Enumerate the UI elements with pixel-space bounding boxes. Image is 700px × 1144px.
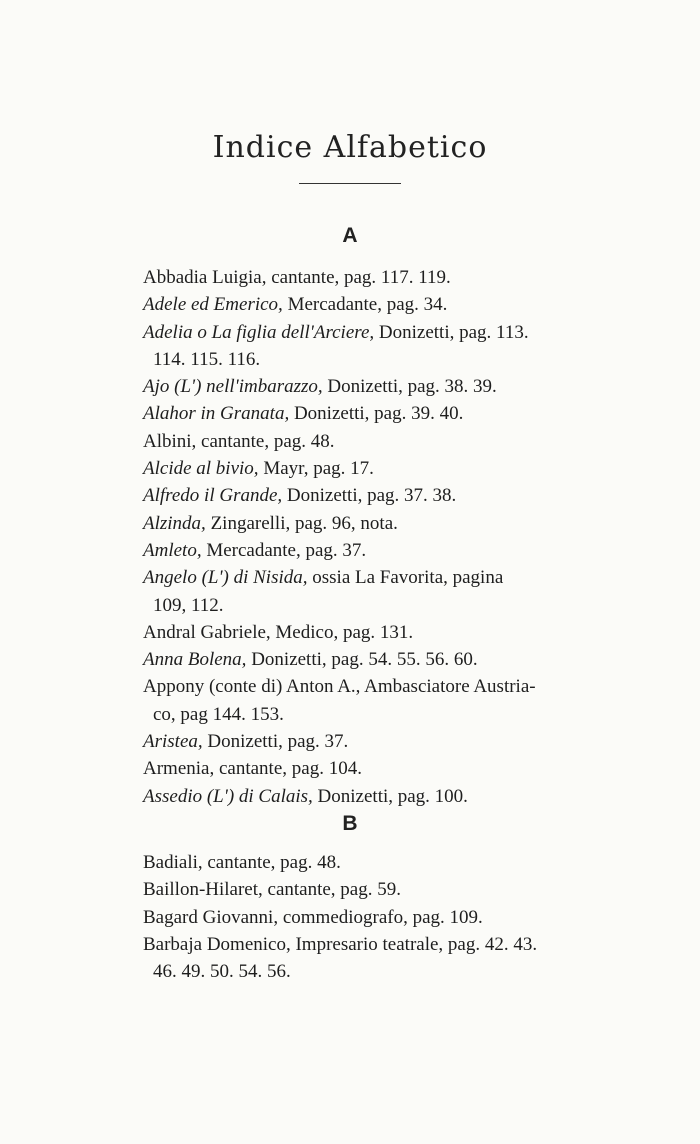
index-list-b [143,849,648,985]
index-entry [143,876,648,903]
entry-text: Mayr, pag. 17. [258,458,374,480]
index-entry [143,783,648,810]
entry-text: Andral Gabriele, Medico, pag. 131. [143,621,414,643]
entry-text: Abbadia Luigia, cantante, pag. 117. 119. [143,267,451,288]
entry-text: Donizetti, pag. 100. [312,785,468,807]
index-entry [143,904,648,931]
entry-text: Donizetti, pag. 37. 38. [282,485,457,507]
entry-text: Mercadante, pag. 37. [201,539,367,561]
entry-title-italic: Assedio (L') di Calais, [143,785,313,807]
entry-continuation: 109, 112. [153,594,224,616]
title-underline-rule [299,183,401,184]
entry-text: Mercadante, pag. 34. [282,294,448,316]
index-entry [143,373,648,400]
entry-title-italic: Adele ed Emerico, [143,294,283,316]
entry-text: Bagard Giovanni, commediografo, pag. 109. [143,906,483,928]
entry-continuation: co, pag 144. 153. [153,703,284,725]
index-list-a [143,264,648,810]
index-entry [143,646,648,673]
entry-text: Zingarelli, pag. 96, nota. [205,512,398,534]
entry-title-italic: Adelia o La figlia dell'Arciere, [143,321,375,343]
index-entry [143,537,648,564]
entry-text: Donizetti, pag. 54. 55. 56. 60. [246,649,478,671]
index-entry [143,264,648,291]
entry-text: Barbaja Domenico, Impresario teatrale, pag. 42. 43. [143,933,538,955]
index-entry [143,849,648,876]
section-letter-a: A [342,224,358,247]
entry-title-italic: Angelo (L') di Nisida, [143,567,308,589]
index-entry [143,755,648,782]
entry-title-italic: Alcide al bivio, [143,458,259,480]
index-entry [143,564,648,619]
entry-title-italic: Alfredo il Grande, [143,485,283,507]
index-entry [143,400,648,427]
entry-title-italic: Alahor in Granata, [143,403,290,425]
index-entry [143,619,648,646]
index-entry [143,510,648,537]
entry-text: Donizetti, pag. 39. 40. [289,403,464,425]
index-entry [143,728,648,755]
index-entry [143,673,648,728]
section-letter-b: B [342,812,358,835]
index-entry [143,319,648,374]
index-entry [143,482,648,509]
entry-text: Donizetti, pag. 113. [374,321,529,343]
entry-text: Donizetti, pag. 37. [202,731,349,753]
index-entry [143,931,648,986]
entry-text: Badiali, cantante, pag. 48. [143,852,341,873]
entry-text: ossia La Favorita, pagina [307,567,504,589]
entry-text: Donizetti, pag. 38. 39. [322,376,497,398]
entry-text: Baillon-Hilaret, cantante, pag. 59. [143,879,401,901]
entry-continuation: 114. 115. 116. [153,348,261,370]
entry-title-italic: Anna Bolena, [143,649,247,671]
index-entry [143,455,648,482]
entry-text: Albini, cantante, pag. 48. [143,430,335,452]
page-title: Indice Alfabetico [212,130,488,165]
entry-text: Appony (conte di) Anton A., Ambasciatore Austria- [143,676,536,698]
index-entry [143,291,648,318]
entry-title-italic: Amleto, [143,539,202,561]
entry-text: Armenia, cantante, pag. 104. [143,758,362,780]
index-entry [143,428,648,455]
entry-title-italic: Aristea, [143,731,203,753]
entry-continuation: 46. 49. 50. 54. 56. [153,961,291,983]
entry-title-italic: Alzinda, [143,512,206,534]
entry-title-italic: Ajo (L') nell'imbarazzo, [143,376,323,398]
